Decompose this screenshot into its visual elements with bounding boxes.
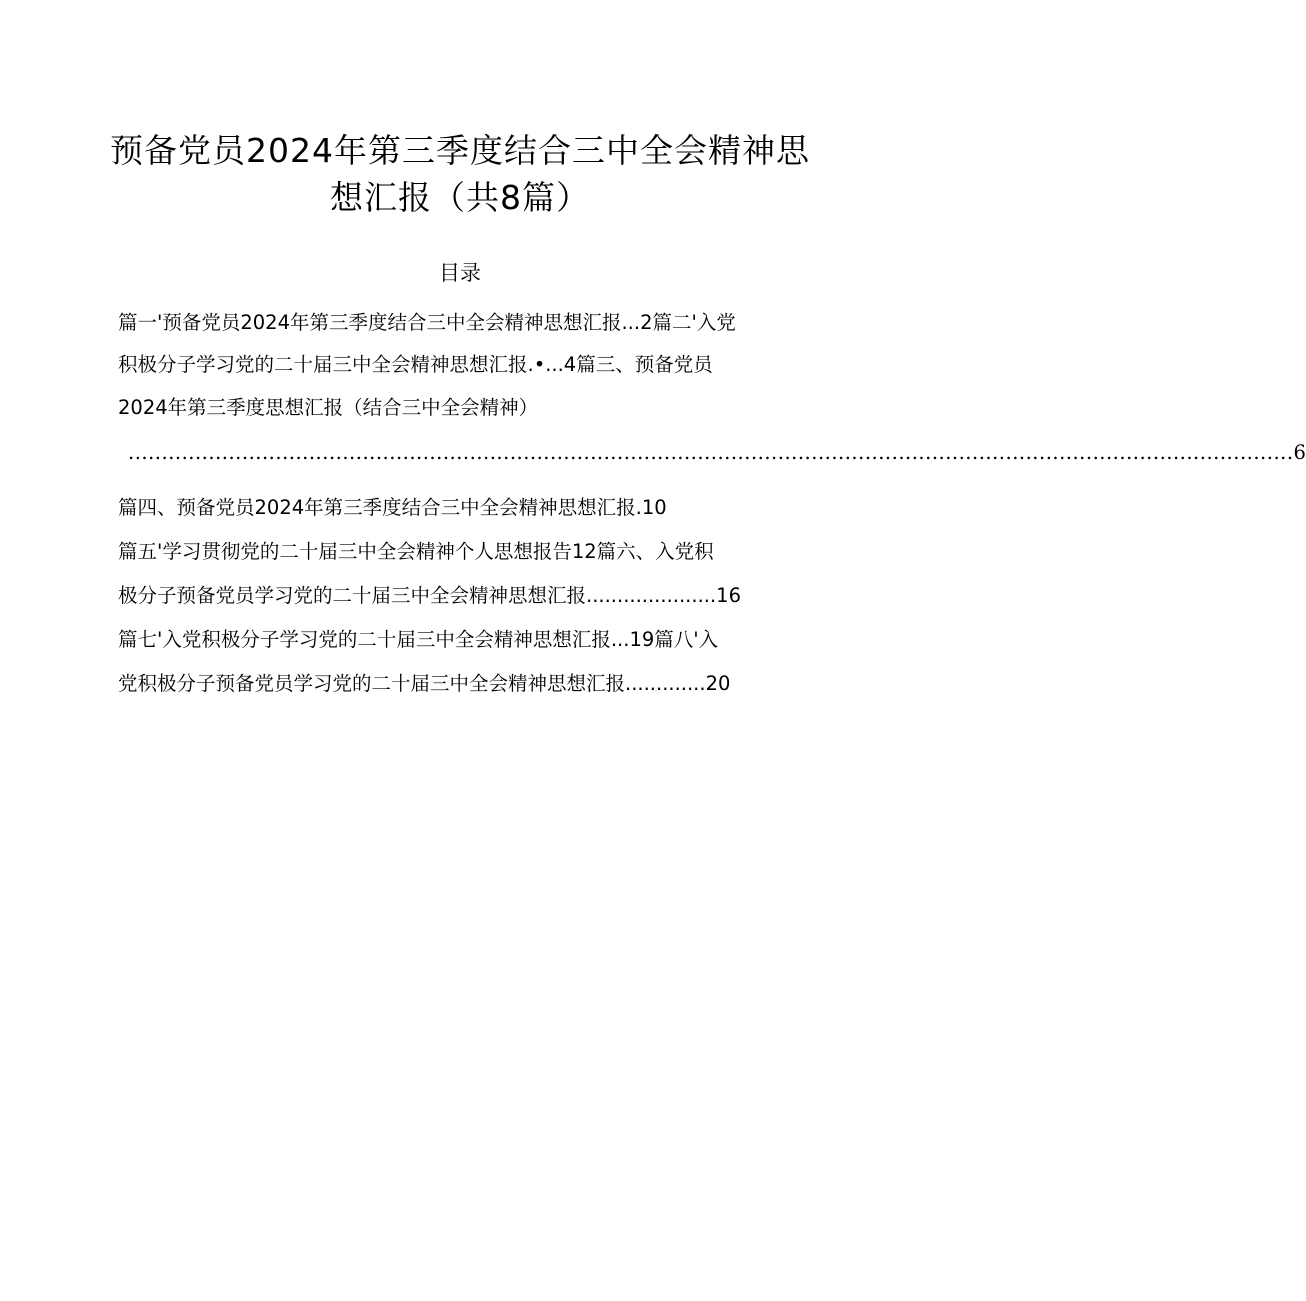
- toc-page-number: 6: [1293, 441, 1306, 464]
- dot-leader: ..............................................................................................................................................................................: [128, 441, 1294, 464]
- toc-line-2: 积极分子学习党的二十届三中全会精神思想汇报.•...4篇三、预备党员: [118, 353, 713, 376]
- document-title-line-1: 预备党员2024年第三季度结合三中全会精神思: [110, 131, 810, 170]
- toc-line-8: 党积极分子预备党员学习党的二十届三中全会精神思想汇报.............20: [118, 672, 731, 695]
- toc-line-7: 篇七'入党积极分子学习党的二十届三中全会精神思想汇报...19篇八'入: [118, 628, 719, 651]
- toc-heading: 目录: [439, 261, 481, 285]
- toc-line-1: 篇一'预备党员2024年第三季度结合三中全会精神思想汇报...2篇二'入党: [118, 311, 736, 334]
- toc-line-5: 篇五'学习贯彻党的二十届三中全会精神个人思想报告12篇六、入党积: [118, 540, 714, 563]
- toc-line-3: 2024年第三季度思想汇报（结合三中全会精神）: [118, 396, 539, 419]
- toc-line-6: 极分子预备党员学习党的二十届三中全会精神思想汇报.....................16: [118, 584, 741, 607]
- toc-dot-leader-line: [128, 438, 1306, 468]
- document-title-line-2: 想汇报（共8篇）: [330, 178, 590, 217]
- toc-line-4: 篇四、预备党员2024年第三季度结合三中全会精神思想汇报.10: [118, 496, 667, 519]
